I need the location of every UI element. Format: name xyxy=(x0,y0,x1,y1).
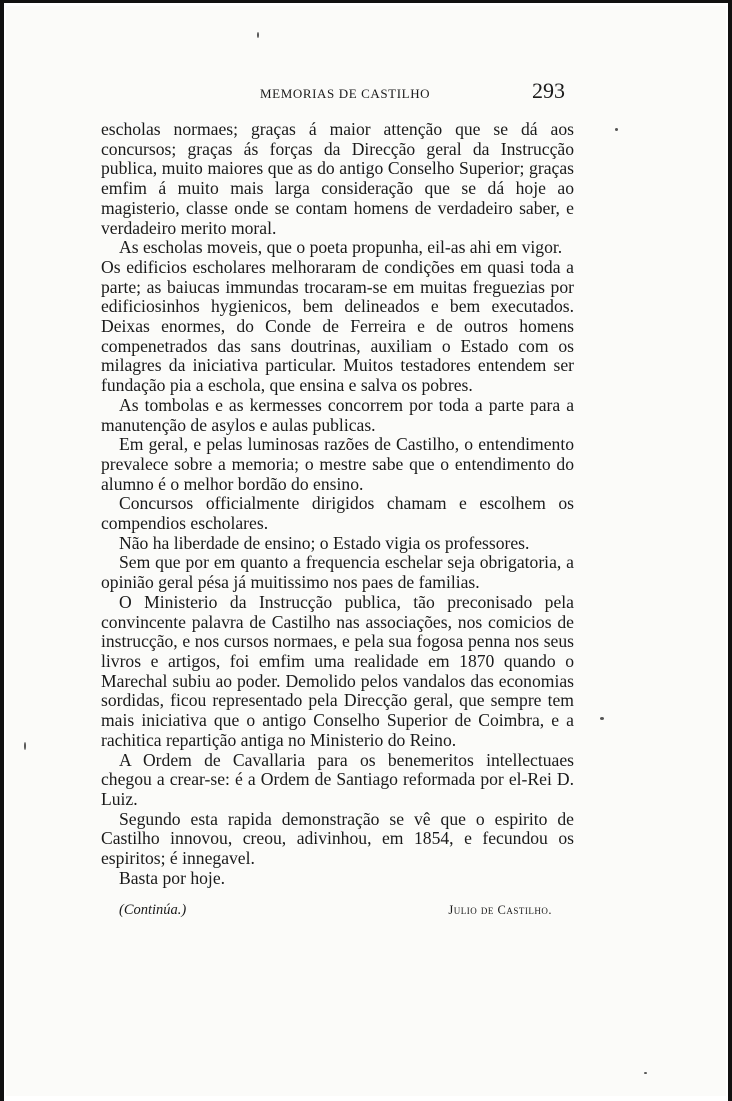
paragraph: Em geral, e pelas luminosas razões de Castilho, o entendimento prevalece sobre a memoria; o mestre sabe que o entendimento do alumno é o melhor bordão do ensino. xyxy=(101,434,574,494)
paragraph: escholas normaes; graças á maior attenção que se dá aos concursos; graças ás forças da Direcção geral da Instrucção publica, muito maiores que as do antigo Conselho Superior; graças emfim á muito mais larga consideração que se dá hoje ao magisterio, classe onde se contam homens de verdadeiro saber, e verdadeiro merito moral. xyxy=(101,119,574,238)
paragraph: Sem que por em quanto a frequencia eschelar seja obrigatoria, a opinião geral pésa já muitissimo nos paes de familias. xyxy=(101,552,574,593)
page-number: 293 xyxy=(532,78,565,103)
paragraph: A Ordem de Cavallaria para os benemeritos intellectuaes chegou a crear-se: é a Ordem de Santiago reformada por el-Rei D. Luiz. xyxy=(101,749,574,809)
paragraph: Basta por hoje. xyxy=(119,867,226,888)
paragraph: Segundo esta rapida demonstração se vê que o espirito de Castilho innovou, creou, adivinhou, em 1854, e fecundou os espiritos; é innegavel. xyxy=(101,808,574,869)
continua-note: (Continúa.) xyxy=(119,902,187,918)
paragraph: Não ha liberdade de ensino; o Estado vigia os professores. xyxy=(119,532,530,553)
paper-speck xyxy=(644,1072,647,1074)
paper-speck xyxy=(615,128,618,131)
paper-speck xyxy=(600,717,604,720)
signature-row xyxy=(101,902,574,922)
paper-speck xyxy=(24,742,26,750)
paragraph: O Ministerio da Instrucção publica, tão preconisado pela convincente palavra de Castilho nas associações, nos comicios de instrucção, e nos cursos normaes, e pela sua fogosa penna nos seus livros e artigos, foi emfim uma realidade em 1870 quando o Marechal subiu ao poder. Demolido pelos vandalos das economias sordidas, ficou representado pela Direcção geral, que sempre tem mais iniciativa que o antigo Conselho Superior de Coimbra, e a rachitica repartição antiga no Ministerio do Reino. xyxy=(101,591,574,750)
page-header xyxy=(100,78,580,108)
paragraph: Os edificios escholares melhoraram de condições em quasi toda a parte; as baiucas immundas trocaram-se em muitas freguezias por edificiosinhos hygienicos, bem delineados e bem executados. Deixas enormes, do Conde de Ferreira e de outros homens compenetrados das sans doutrinas, auxiliam o Estado com os milagres da iniciativa particular. Muitos testadores entendem ser fundação pia a eschola, que ensina e salva os pobres. xyxy=(101,256,574,396)
paragraph: As escholas moveis, que o poeta propunha, eil-as ahi em vigor. xyxy=(119,237,563,258)
paragraph: Concursos officialmente dirigidos chamam e escolhem os compendios escholares. xyxy=(101,493,574,534)
author-signature: Julio de Castilho. xyxy=(448,903,552,917)
paragraph: As tombolas e as kermesses concorrem por toda a parte para a manutenção de asylos e aulas publicas. xyxy=(101,394,574,435)
paper-speck xyxy=(257,32,259,38)
running-head: MEMORIAS DE CASTILHO xyxy=(260,86,431,101)
body-text xyxy=(101,120,574,888)
